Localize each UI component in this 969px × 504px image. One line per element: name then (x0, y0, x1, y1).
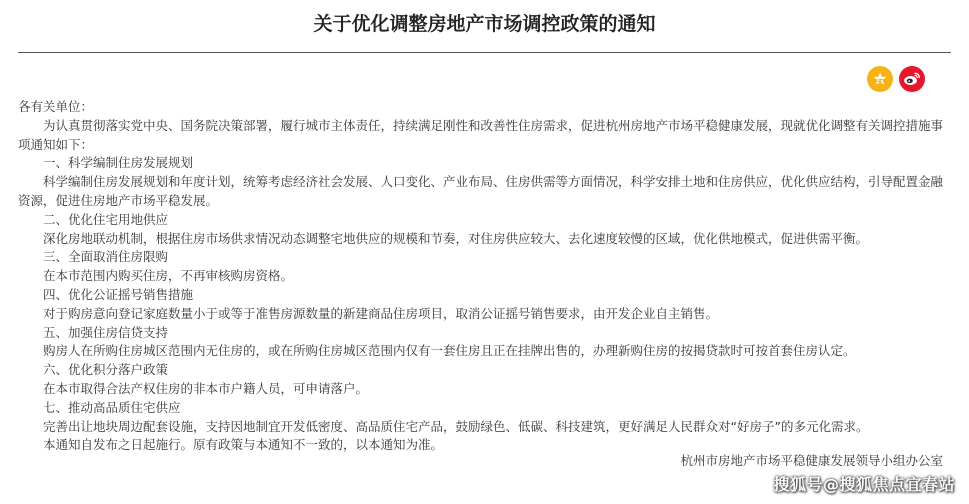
title-divider (18, 52, 951, 53)
section-text: 科学编制住房发展规划和年度计划，统筹考虑经济社会发展、人口变化、产业布局、住房供需等方面情况，科学安排土地和住房供应，优化供应结构，引导配置金融资源，促进住房地产市场平稳发展。 (18, 174, 944, 208)
section-heading: 六、优化积分落户政策 (43, 362, 169, 378)
intro-paragraph: 为认真贯彻落实党中央、国务院决策部署，履行城市主体责任，持续满足刚性和改善性住房需求，促进杭州房地产市场平稳健康发展，现就优化调整有关调控措施事项通知如下： (18, 117, 944, 152)
section-text: 深化房地联动机制，根据住房市场供求情况动态调整宅地供应的规模和节奏，对住房供应较大、去化速度较慢的区域，优化供地模式，促进供需平衡。 (43, 230, 869, 246)
section-heading: 二、优化住宅用地供应 (43, 211, 169, 227)
section-heading: 一、科学编制住房发展规划 (43, 155, 194, 171)
section-heading: 七、推动高品质住宅供应 (43, 399, 181, 415)
watermark: 搜狐号@搜狐焦点宜春站 (773, 475, 955, 494)
section-text: 对于购房意向登记家庭数量小于或等于准售房源数量的新建商品住房项目，取消公证摇号销售要求，由开发企业自主销售。 (43, 305, 719, 321)
qzone-share-button[interactable] (867, 66, 893, 92)
salutation: 各有关单位： (18, 99, 94, 114)
issuer-signature: 杭州市房地产市场平稳健康发展领导小组办公室 (680, 453, 943, 468)
share-bar (867, 66, 925, 92)
section-text: 在本市范围内购买住房，不再审核购房资格。 (43, 268, 294, 284)
closing-paragraph: 本通知自发布之日起施行。原有政策与本通知不一致的，以本通知为准。 (43, 437, 444, 453)
notice-body (18, 98, 948, 455)
section-text: 购房人在所购住房城区范围内无住房的，或在所购住房城区范围内仅有一套住房且正在挂牌出售的，办理新购住房的按揭贷款时可按首套住房认定。 (43, 343, 856, 359)
weibo-eye-icon (903, 71, 921, 87)
section-heading: 四、优化公证摇号销售措施 (43, 286, 194, 302)
section-heading: 五、加强住房信贷支持 (43, 324, 169, 340)
qzone-star-icon (872, 71, 888, 87)
section-text: 完善出让地块周边配套设施，支持因地制宜开发低密度、高品质住宅产品，鼓励绿色、低碳、科技建筑，更好满足人民群众对“好房子”的多元化需求。 (43, 418, 869, 434)
page-title: 关于优化调整房地产市场调控政策的通知 (313, 13, 656, 35)
weibo-share-button[interactable] (899, 66, 925, 92)
section-text: 在本市取得合法产权住房的非本市户籍人员，可申请落户。 (43, 380, 369, 396)
section-heading: 三、全面取消住房限购 (43, 249, 169, 265)
